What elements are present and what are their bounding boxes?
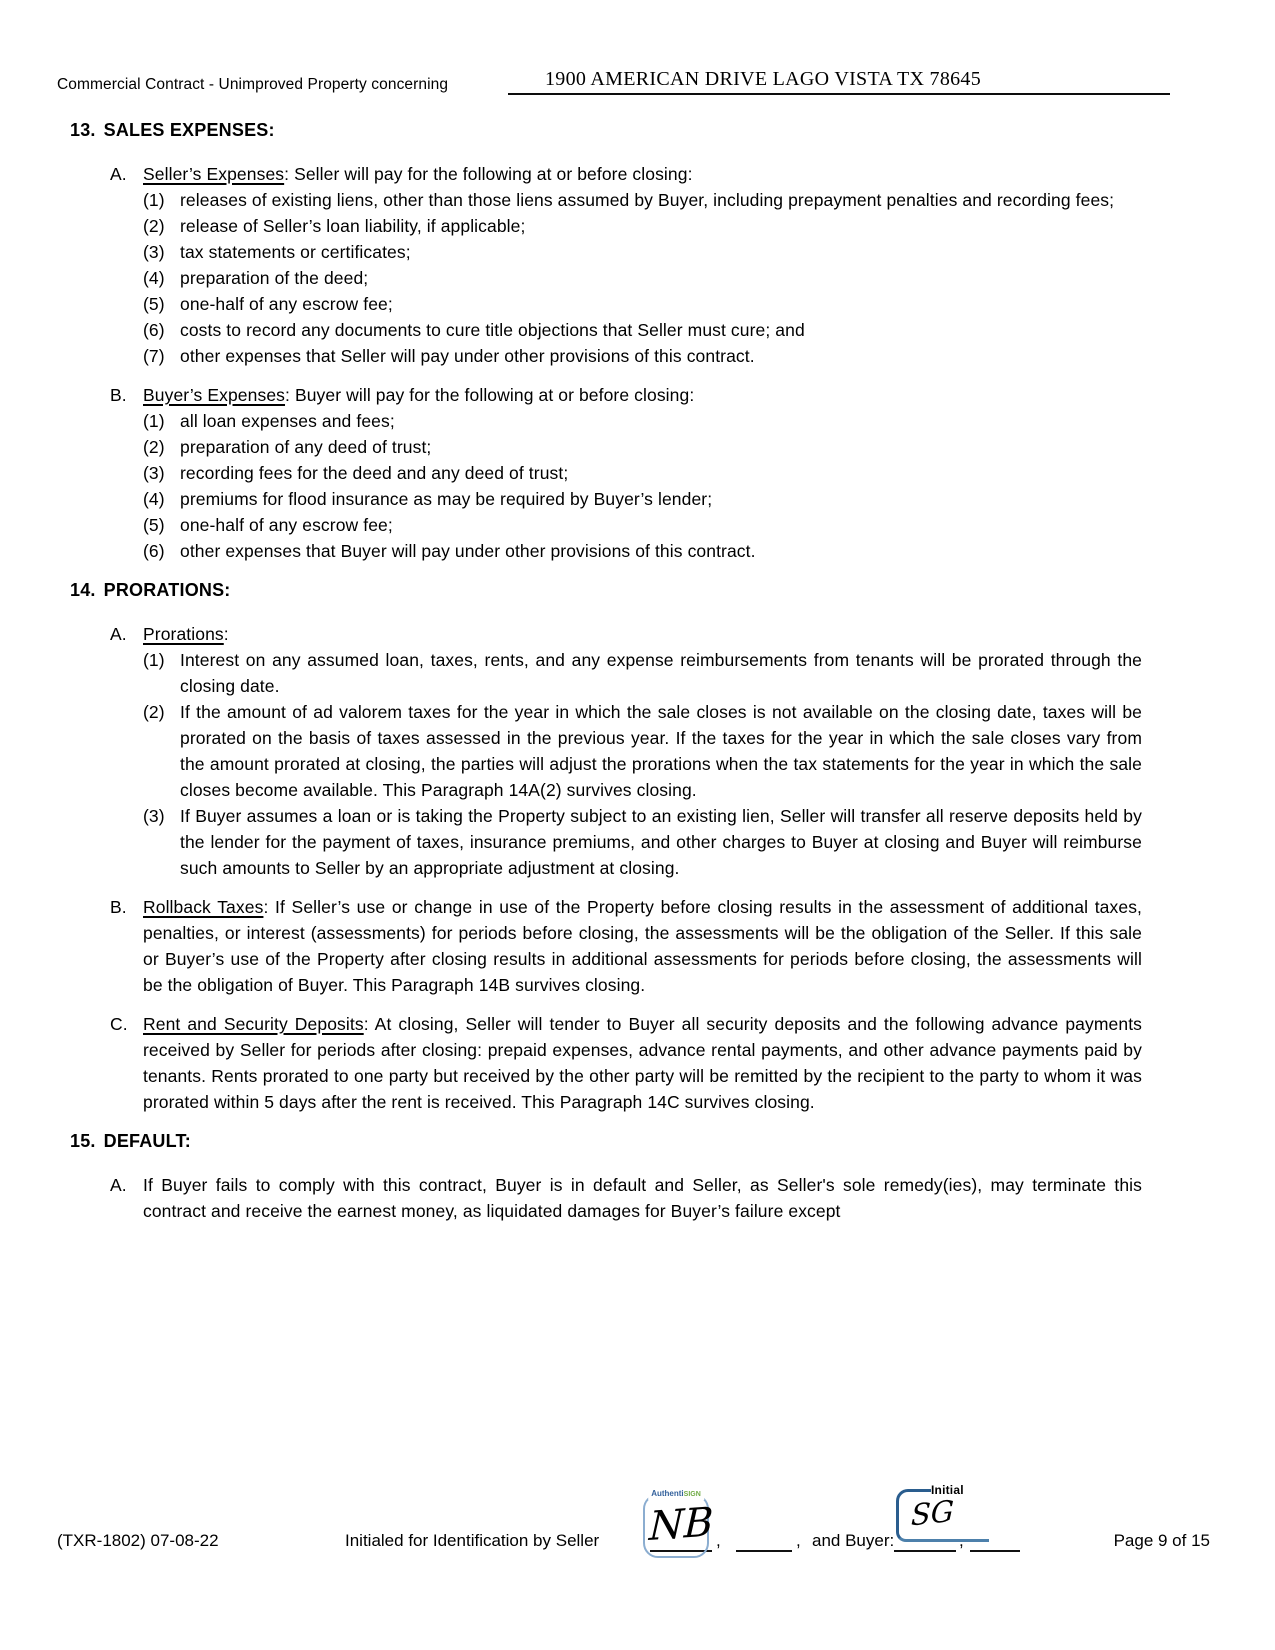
section-15-number: 15. bbox=[70, 1131, 96, 1151]
paragraph-14b: B. Rollback Taxes: If Seller’s use or change in use of the Property before closing results in the assessment of additional taxes, penalties, or interest (assessments) for periods before closing, the assessments will be the obligation of the Seller. If this sale or Buyer’s use of the Property after closing results in additional assessments for periods before closing, the assessments will be the obligation of Buyer. This Paragraph 14B survives closing. bbox=[110, 894, 1142, 998]
list-item: (3) recording fees for the deed and any deed of trust; bbox=[143, 463, 569, 483]
paragraph-14a-letter: A. bbox=[110, 624, 127, 644]
section-14-title: PRORATIONS: bbox=[103, 580, 231, 600]
list-item: (5) one-half of any escrow fee; bbox=[143, 294, 393, 314]
list-item: (4) premiums for flood insurance as may be required by Buyer’s lender; bbox=[143, 489, 713, 509]
list-item: (3) tax statements or certificates; bbox=[143, 242, 411, 262]
authentisign-logo: AuthentiSIGN bbox=[648, 1489, 704, 1500]
list-item: (6) costs to record any documents to cure title objections that Seller must cure; and bbox=[143, 320, 805, 340]
paragraph-13a bbox=[110, 161, 1142, 369]
paragraph-13b-lead: Buyer’s Expenses: Buyer will pay for the following at or before closing: bbox=[143, 385, 695, 405]
footer-comma: , bbox=[716, 1531, 721, 1550]
list-item: (6) other expenses that Buyer will pay under other provisions of this contract. bbox=[143, 541, 756, 561]
document-body bbox=[0, 113, 1275, 1237]
paragraph-14b-letter: B. bbox=[110, 897, 127, 917]
section-13-title: SALES EXPENSES: bbox=[103, 120, 275, 140]
seller-initial-blank-2 bbox=[736, 1528, 792, 1552]
footer-form-number: (TXR-1802) 07-08-22 bbox=[57, 1531, 219, 1550]
list-item: (5) one-half of any escrow fee; bbox=[143, 515, 393, 535]
paragraph-15a-letter: A. bbox=[110, 1175, 127, 1195]
paragraph-14c-letter: C. bbox=[110, 1014, 128, 1034]
paragraph-14c: C. Rent and Security Deposits: At closing, Seller will tender to Buyer all security deposits and the following advance payments received by Seller for periods after closing: prepaid expenses, advance rental payments, and other advance payments paid by tenants. Rents prorated to one party but received by the other party will be remitted by the recipient to the party to whom it was prorated within 5 days after the rent is received. This Paragraph 14C survives closing. bbox=[110, 1011, 1142, 1115]
initial-tab-label: Initial bbox=[931, 1483, 993, 1497]
header-form-title: Commercial Contract - Unimproved Property concerning bbox=[57, 76, 449, 93]
paragraph-13b bbox=[110, 382, 1142, 564]
paragraph-13a-letter: A. bbox=[110, 164, 127, 184]
paragraph-15a: A. If Buyer fails to comply with this contract, Buyer is in default and Seller, as Seller's sole remedy(ies), may terminate this contract and receive the earnest money, as liquidated damages for Buyer’s failure except bbox=[110, 1172, 1142, 1224]
paragraph-14a-lead: Prorations: bbox=[143, 624, 229, 644]
paragraph-13a-lead: Seller’s Expenses: Seller will pay for the following at or before closing: bbox=[143, 164, 693, 184]
footer-and-buyer-label: and Buyer: bbox=[812, 1531, 895, 1550]
section-13-number: 13. bbox=[70, 120, 96, 140]
footer-initialed-label: Initialed for Identification by Seller bbox=[345, 1531, 600, 1550]
footer-comma: , bbox=[959, 1531, 964, 1550]
paragraph-14a bbox=[110, 621, 1142, 881]
list-item: (1) releases of existing liens, other than those liens assumed by Buyer, including prepayment penalties and recording fees; bbox=[143, 190, 1115, 210]
list-item: (1) all loan expenses and fees; bbox=[143, 411, 395, 431]
section-14-heading bbox=[0, 577, 1275, 603]
list-item: (7) other expenses that Seller will pay under other provisions of this contract. bbox=[143, 346, 755, 366]
section-15-heading bbox=[0, 1128, 1275, 1154]
list-item: (1) Interest on any assumed loan, taxes, rents, and any expense reimbursements from tenants will be prorated through the closing date. bbox=[143, 650, 1142, 696]
list-item: (2) preparation of any deed of trust; bbox=[143, 437, 432, 457]
seller-initials-authentisign-stamp[interactable] bbox=[643, 1489, 715, 1558]
list-item: (3) If Buyer assumes a loan or is taking the Property subject to an existing lien, Seller will transfer all reserve deposits held by the lender for the payment of taxes, insurance premiums, and other charges to Buyer at closing and Buyer will reimburse such amounts to Seller by an appropriate adjustment at closing. bbox=[143, 806, 1142, 878]
list-item: (4) preparation of the deed; bbox=[143, 268, 369, 288]
seller-initials-signature: NB bbox=[648, 1499, 715, 1550]
section-15-title: DEFAULT: bbox=[103, 1131, 191, 1151]
buyer-initial-blank-2 bbox=[970, 1528, 1020, 1552]
footer-page-number: Page 9 of 15 bbox=[1113, 1531, 1210, 1550]
list-item: (2) If the amount of ad valorem taxes for the year in which the sale closes is not available on the closing date, taxes will be prorated on the basis of taxes assessed in the previous year. If the taxes for the year in which the sale closes vary from the amount prorated at closing, the parties will adjust the prorations when the tax statements for the year in which the sale closes become available. This Paragraph 14A(2) survives closing. bbox=[143, 702, 1142, 800]
buyer-initials-signature: SG bbox=[910, 1493, 955, 1533]
list-item: (2) release of Seller’s loan liability, if applicable; bbox=[143, 216, 526, 236]
section-13-heading bbox=[0, 117, 1275, 143]
header-property-address: 1900 AMERICAN DRIVE LAGO VISTA TX 78645 bbox=[545, 68, 982, 90]
paragraph-13b-letter: B. bbox=[110, 385, 127, 405]
footer-comma: , bbox=[796, 1531, 801, 1550]
section-14-number: 14. bbox=[70, 580, 96, 600]
